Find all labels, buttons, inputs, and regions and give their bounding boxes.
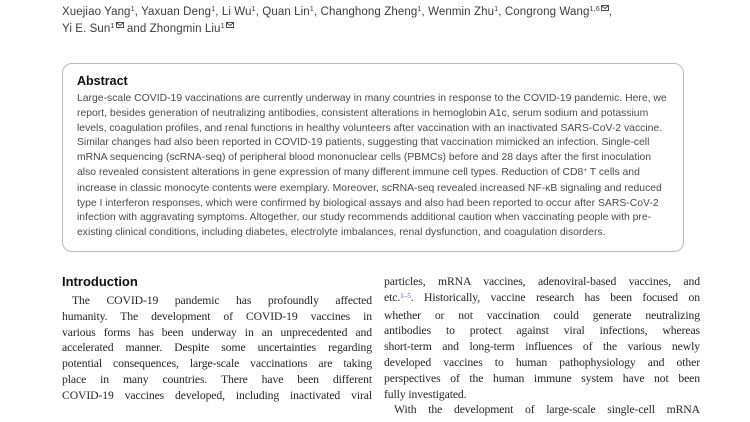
text-line: With the development of large-scale single-cell mRNA [394,403,700,417]
right-column [384,274,700,418]
left-column [62,274,372,418]
author-line: Yi E. Sun$^1$ and Zhongmin Liu$^1$ [62,21,700,38]
email-icon[interactable] [116,22,124,28]
text-line: potential consequences, large-scale vaccinations are taking [62,357,372,371]
right-column-lines [384,274,700,418]
author-affiliation-superscript: 1 [110,21,123,30]
text-line: humanity. The development of COVID-19 vaccines in [62,309,372,323]
text-line: place in many countries. There have been different [62,372,372,386]
author-affiliation-superscript: 1 [251,4,256,13]
author-block [62,0,700,38]
abstract-box [62,63,684,252]
text-line: COVID-19 vaccines developed, including inactivated viral [62,388,372,402]
text-line: short-term and long-term influences of the various newly [384,340,700,354]
text-line: whether or not vaccination could generate neutralizing [384,308,700,322]
text-line: The COVID-19 pandemic has profoundly affected [72,293,372,307]
text-line: particles, mRNA vaccines, adenoviral-based vaccines, and [384,274,700,288]
text-line: accelerated manner. Despite some uncertainties regarding [62,341,372,355]
left-column-lines [62,293,372,404]
text-line: developed vaccines to human pathophysiology and other [384,355,700,369]
text-line: antibodies to protect against viral infections, whereas [384,324,700,338]
citation-link[interactable]: 1–5 [400,291,411,300]
abstract-heading: Abstract [77,74,128,88]
author-affiliation-superscript: 1 [130,4,135,13]
superscript: + [583,167,588,175]
introduction-section [62,274,700,418]
abstract-text: Large-scale COVID-19 vaccinations are currently underway in many countries in response to the COVID-19 pandemic. Here, we report, besides generation of neutralizing antibodies, consistent alterations in hemoglobin A1c, serum sodium and potassium levels, coagulation profiles, and renal functions in healthy volunteers after vaccination with an inactivated SARS-CoV-2 vaccine. Similar changes had also been reported in COVID-19 patients, suggesting that vaccination mimicked an infection. Single-cell mRNA sequencing (scRNA-seq) of peripheral blood mononuclear cells (PBMCs) before and 28 days after the first inoculation also revealed consistent alterations in gene expression of many different immune cell types. Reduction of CD8+ T cells and increase in classic monocyte contents were exemplary. Moreover, scRNA-seq revealed increased NF-κB signaling and reduced type I interferon responses, which were confirmed by biological assays and also had been reported to occur after SARS-CoV-2 infection with aggravating symptoms. Altogether, our study recommends additional caution when vaccinating people with pre-existing clinical conditions, including diabetes, electrolyte imbalances, renal dysfunction, and coagulation disorders. [77,93,667,239]
author-affiliation-superscript: 1 [211,4,216,13]
text-line: fully investigated. [384,387,467,401]
author-affiliation-superscript: 1 [221,21,234,30]
author-affiliation-superscript: 1 [494,4,499,13]
email-icon[interactable] [601,5,609,11]
introduction-heading: Introduction [62,273,138,289]
author-affiliation-superscript: 1 [309,4,314,13]
author-affiliation-superscript: 1,6 [589,4,608,13]
text-line: etc.$^{1-5}$. Historically, vaccine research has been focused on [384,290,700,304]
email-icon[interactable] [226,22,234,28]
text-line: perspectives of the human immune system have not been [384,371,700,385]
author-affiliation-superscript: 1 [417,4,422,13]
text-line: various forms has been underway in an unprecedented and [62,325,372,339]
page-content [62,0,700,418]
author-line: Xuejiao Yang$^1$, Yaxuan Deng$^1$, Li Wu$^1$, Quan Lin$^1$, Changhong Zheng$^1$, Wenmin Zhu$^1$, Congrong Wang$^{1,6}$ , [62,4,613,18]
